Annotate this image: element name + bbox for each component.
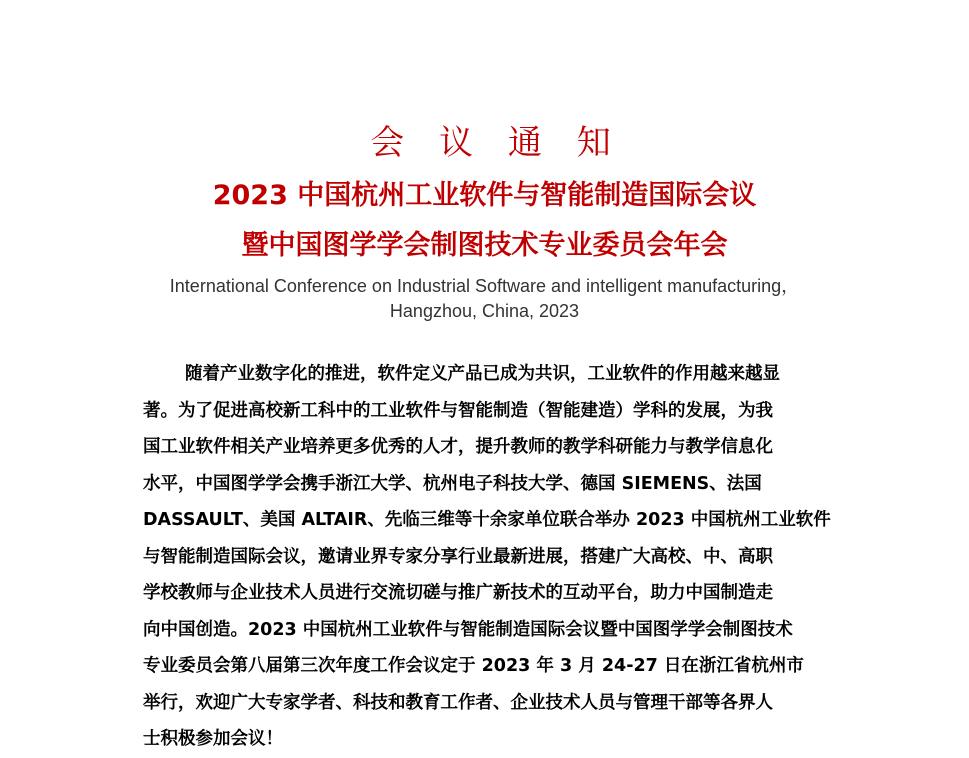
english-title-line2: Hangzhou, China, 2023: [389, 301, 580, 321]
paragraph-line: 水平，中国图学学会携手浙江大学、杭州电子科技大学、德国 SIEMENS、法国: [143, 473, 762, 494]
paragraph-line: 专业委员会第八届第三次年度工作会议定于 2023 年 3 月 24-27 日在浙江省杭州市: [143, 656, 804, 676]
notice-title: 会 议 通 知: [370, 123, 623, 163]
paragraph-line: 随着产业数字化的推进，软件定义产品已成为共识，工业软件的作用越来越显: [185, 364, 780, 384]
paragraph-line: 著。为了促进高校新工科中的工业软件与智能制造（智能建造）学科的发展，为我: [143, 400, 773, 421]
paragraph-line: 向中国创造。2023 中国杭州工业软件与智能制造国际会议暨中国图学学会制图技术: [143, 619, 793, 640]
conference-title-line1: 2023 中国杭州工业软件与智能制造国际会议: [212, 180, 757, 211]
paragraph-line: 举行，欢迎广大专家学者、科技和教育工作者、企业技术人员与管理干部等各界人: [143, 692, 773, 713]
body-paragraph: [143, 356, 858, 758]
conference-title-line2: 暨中国图学学会制图技术专业委员会年会: [241, 230, 728, 261]
paragraph-line: 国工业软件相关产业培养更多优秀的人才，提升教师的教学科研能力与教学信息化: [143, 437, 773, 457]
english-title-line1: International Conference on Industrial Software and intelligent manufacturing，: [169, 276, 800, 296]
paragraph-line: 与智能制造国际会议，邀请业界专家分享行业最新进展，搭建广大高校、中、高职: [143, 546, 773, 567]
paragraph-line: 士积极参加会议！: [143, 729, 283, 749]
paragraph-line: 学校教师与企业技术人员进行交流切磋与推广新技术的互动平台，助力中国制造走: [143, 583, 773, 603]
paragraph-line: DASSAULT、美国 ALTAIR、先临三维等十余家单位联合举办 2023 中国杭州工业软件: [143, 510, 831, 530]
